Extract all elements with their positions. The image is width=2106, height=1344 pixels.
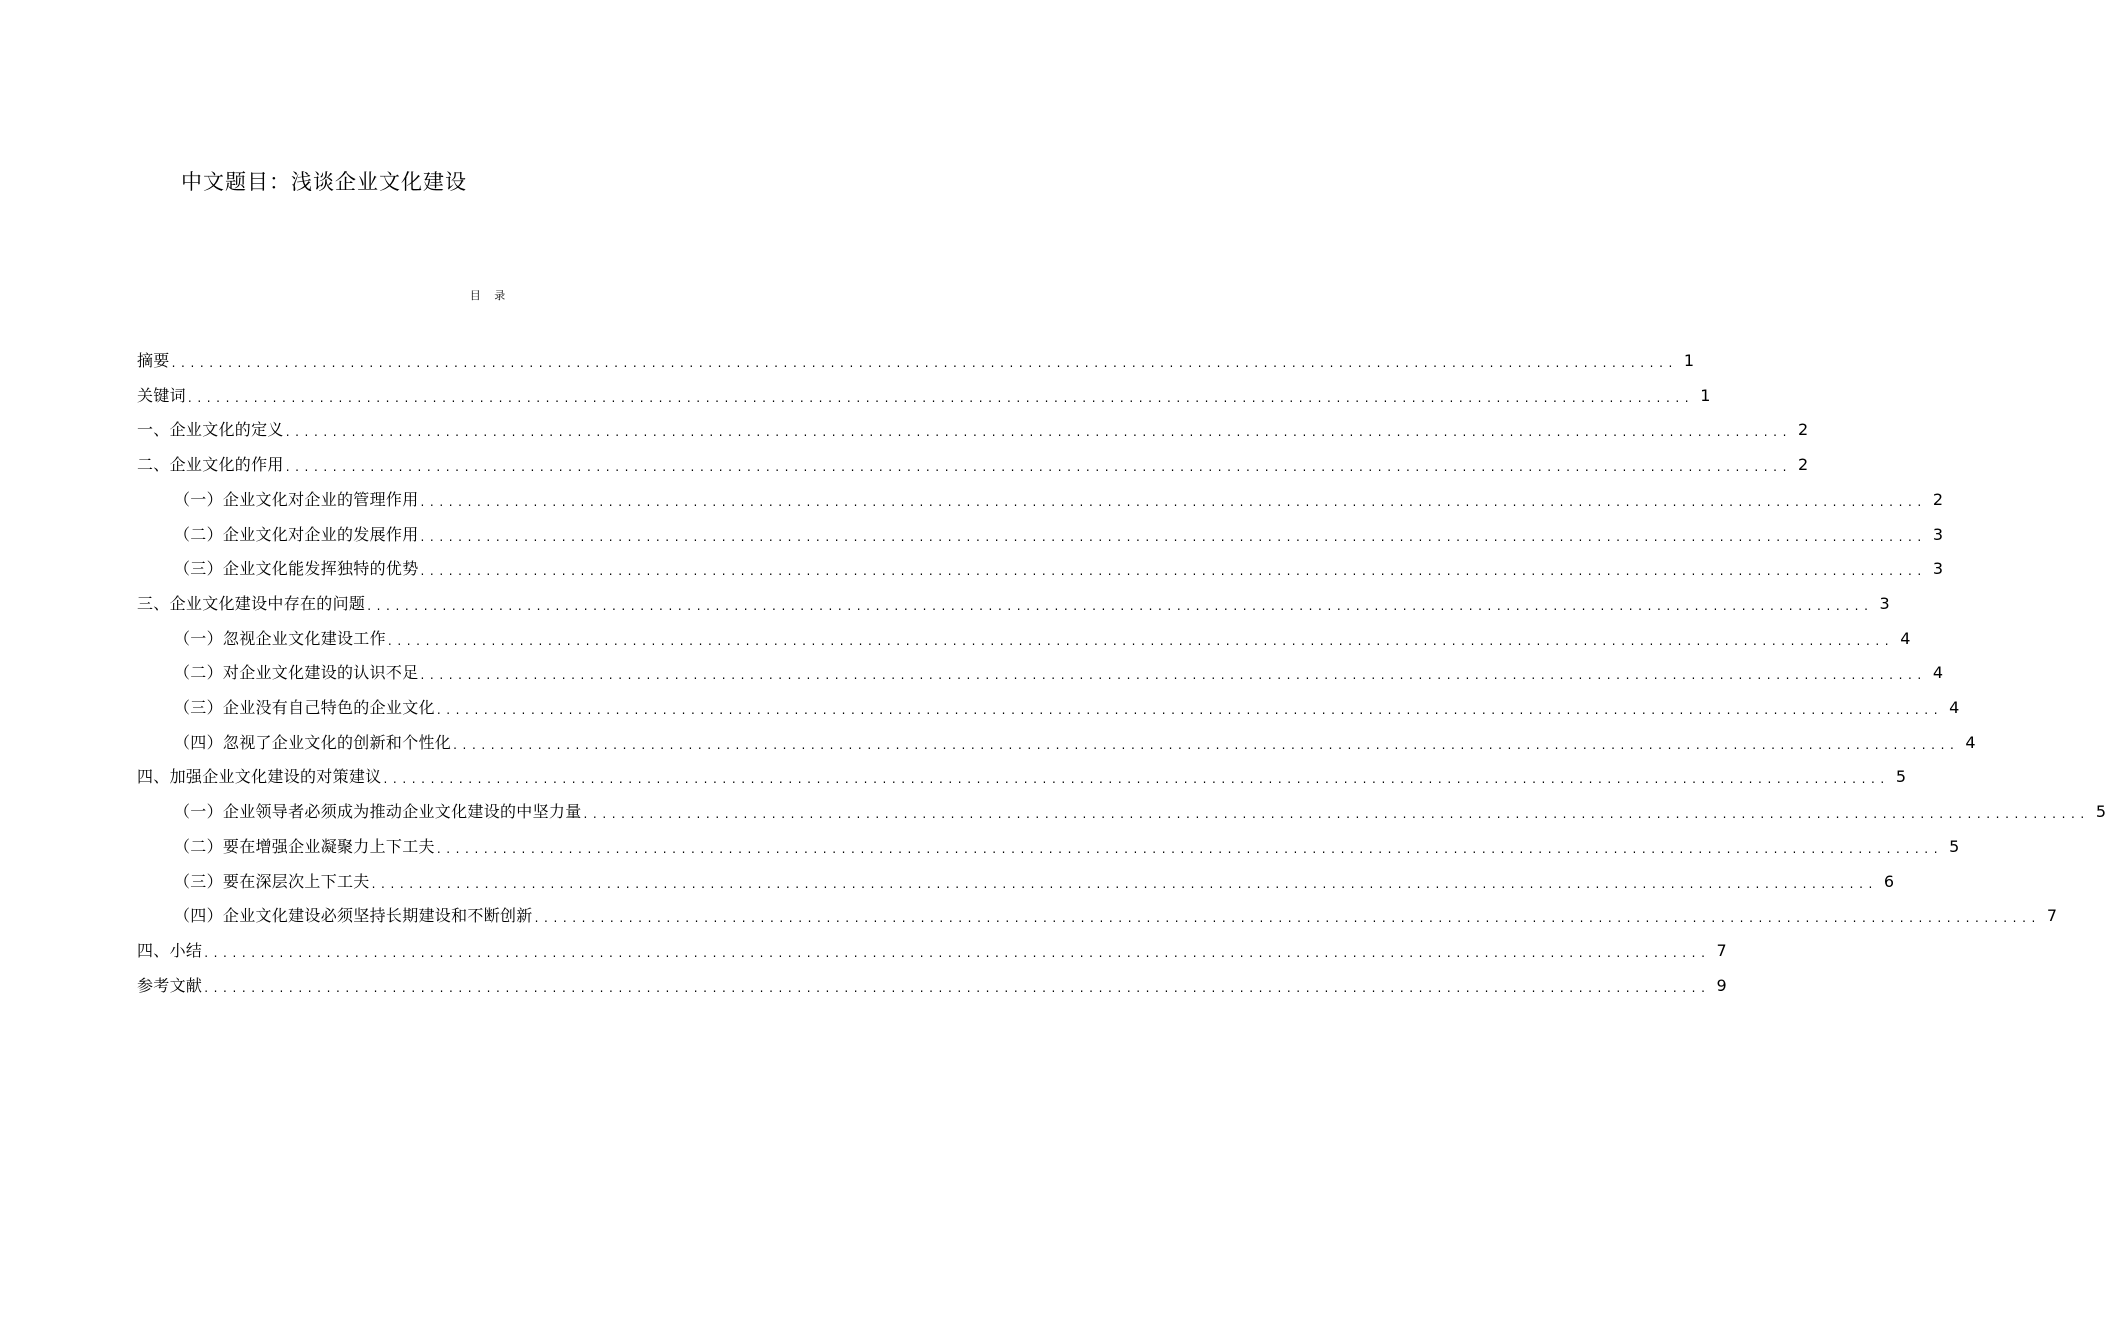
toc-dot-leader: ................................................................................................................................................................	[420, 530, 1927, 544]
toc-dot-leader: ................................................................................................................................................................	[436, 703, 1944, 717]
toc-entry-page-number: 5	[1949, 837, 1960, 856]
toc-dot-leader: ................................................................................................................................................................	[285, 460, 1793, 474]
toc-dot-leader: ................................................................................................................................................................	[420, 495, 1927, 509]
toc-entry[interactable]	[137, 414, 1809, 440]
toc-entry-page-number: 1	[1683, 351, 1695, 370]
toc-dot-leader: ................................................................................................................................................................	[583, 807, 2090, 821]
toc-entry-label: 四、加强企业文化建设的对策建议	[137, 767, 382, 786]
toc-entry-label: 四、小结	[137, 941, 203, 960]
toc-entry-label: （三）企业没有自己特色的企业文化	[174, 698, 435, 717]
toc-entry-label: （二）企业文化对企业的发展作用	[174, 525, 419, 544]
toc-entry[interactable]	[137, 970, 1727, 996]
toc-entry-page-number: 3	[1932, 559, 1944, 578]
toc-entry[interactable]	[137, 761, 1907, 787]
toc-dot-leader: ................................................................................................................................................................	[436, 842, 1944, 856]
toc-entry[interactable]	[174, 484, 1944, 510]
toc-entry-page-number: 4	[1949, 698, 1960, 717]
toc-entry[interactable]	[174, 900, 2058, 926]
toc-dot-leader: ................................................................................................................................................................	[171, 356, 1678, 370]
toc-dot-leader: ................................................................................................................................................................	[453, 738, 1960, 752]
toc-dot-leader: ................................................................................................................................................................	[534, 911, 2041, 925]
toc-entry-label: （一）忽视企业文化建设工作	[174, 629, 386, 648]
toc-entry[interactable]	[174, 519, 1944, 545]
toc-entry-page-number: 7	[1716, 941, 1727, 960]
toc-dot-leader: ................................................................................................................................................................	[367, 599, 1874, 613]
toc-entry[interactable]	[174, 657, 1944, 683]
toc-entry[interactable]	[137, 345, 1695, 371]
toc-dot-leader: ................................................................................................................................................................	[204, 981, 1711, 995]
toc-entry-page-number: 3	[1879, 594, 1890, 613]
toc-entry-page-number: 2	[1932, 490, 1944, 509]
toc-entry-label: （二）要在增强企业凝聚力上下工夫	[174, 837, 435, 856]
toc-entry[interactable]	[174, 553, 1944, 579]
toc-entry[interactable]	[174, 727, 1976, 753]
toc-entry-page-number: 1	[1700, 386, 1711, 405]
toc-entry-label: 三、企业文化建设中存在的问题	[137, 594, 366, 613]
toc-dot-leader: ................................................................................................................................................................	[420, 564, 1927, 578]
toc-entry-label: （一）企业领导者必须成为推动企业文化建设的中坚力量	[174, 802, 582, 821]
toc-entry-page-number: 6	[1883, 872, 1895, 891]
toc-entry-page-number: 3	[1932, 525, 1944, 544]
toc-entry-page-number: 5	[1895, 767, 1907, 786]
toc-entry-page-number: 5	[2095, 802, 2106, 821]
toc-entry-label: （三）企业文化能发挥独特的优势	[174, 559, 419, 578]
toc-entry[interactable]	[174, 796, 2106, 822]
toc-entry-label: （一）企业文化对企业的管理作用	[174, 490, 419, 509]
toc-entry-label: 二、企业文化的作用	[137, 455, 284, 474]
toc-dot-leader: ................................................................................................................................................................	[204, 946, 1711, 960]
toc-entry[interactable]	[137, 935, 1727, 961]
toc-entry[interactable]	[174, 692, 1960, 718]
toc-entry-page-number: 7	[2046, 906, 2058, 925]
toc-entry-page-number: 2	[1798, 455, 1809, 474]
toc-dot-leader: ................................................................................................................................................................	[420, 668, 1927, 682]
toc-dot-leader: ................................................................................................................................................................	[371, 877, 1878, 891]
toc-entry[interactable]	[137, 449, 1809, 475]
toc-entry-page-number: 4	[1932, 663, 1944, 682]
toc-entry-page-number: 2	[1798, 420, 1809, 439]
toc-entry-page-number: 4	[1965, 733, 1976, 752]
toc-dot-leader: ................................................................................................................................................................	[285, 425, 1793, 439]
toc-entry-label: 关键词	[137, 386, 186, 405]
toc-entry[interactable]	[174, 831, 1960, 857]
toc-entry-label: （二）对企业文化建设的认识不足	[174, 663, 419, 682]
toc-entry[interactable]	[174, 866, 1895, 892]
toc-dot-leader: ................................................................................................................................................................	[387, 634, 1895, 648]
toc-entry-label: （三）要在深层次上下工夫	[174, 872, 370, 891]
toc-entry-label: （四）忽视了企业文化的创新和个性化	[174, 733, 452, 752]
toc-entry-page-number: 9	[1716, 976, 1727, 995]
toc-dot-leader: ................................................................................................................................................................	[383, 772, 1890, 786]
toc-entry-label: 参考文献	[137, 976, 203, 995]
toc-entry-label: 摘要	[137, 351, 170, 370]
toc-entry[interactable]	[137, 588, 1890, 614]
document-title: 中文题目：浅谈企业文化建设	[181, 170, 467, 194]
toc-heading: 目 录	[469, 289, 511, 302]
toc-entry-page-number: 4	[1900, 629, 1911, 648]
toc-entry[interactable]	[137, 380, 1711, 406]
toc-dot-leader: ................................................................................................................................................................	[187, 391, 1695, 405]
toc-entry[interactable]	[174, 623, 1911, 649]
toc-entry-label: （四）企业文化建设必须坚持长期建设和不断创新	[174, 906, 533, 925]
toc-entry-label: 一、企业文化的定义	[137, 420, 284, 439]
